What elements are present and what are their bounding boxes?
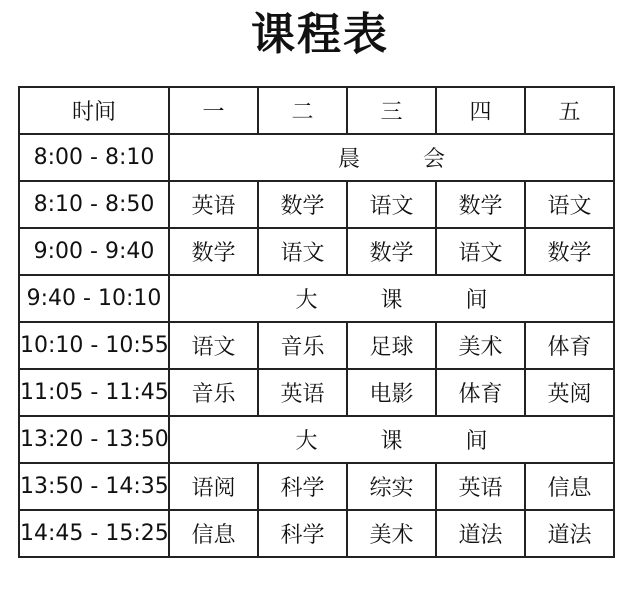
class-cell: 道法 [525,510,614,557]
class-cell: 语文 [525,181,614,228]
class-cell: 美术 [436,322,525,369]
timetable [18,86,615,558]
class-cell: 数学 [436,181,525,228]
header-row [19,87,614,134]
header-time: 时间 [19,87,169,134]
header-day-fri: 五 [525,87,614,134]
time-slot: 11:05 - 11:45 [19,369,169,416]
table-row [19,181,614,228]
table-row [19,369,614,416]
class-cell: 数学 [525,228,614,275]
class-cell: 道法 [436,510,525,557]
class-cell: 语文 [347,181,436,228]
time-slot: 8:10 - 8:50 [19,181,169,228]
time-slot: 9:40 - 10:10 [19,275,169,322]
class-cell: 音乐 [169,369,258,416]
class-cell: 综实 [347,463,436,510]
time-slot: 9:00 - 9:40 [19,228,169,275]
class-cell: 音乐 [258,322,347,369]
class-cell: 信息 [525,463,614,510]
class-cell: 足球 [347,322,436,369]
time-slot: 8:00 - 8:10 [19,134,169,181]
class-cell: 美术 [347,510,436,557]
time-slot: 13:50 - 14:35 [19,463,169,510]
header-day-wed: 三 [347,87,436,134]
merged-activity: 大 课 间 [169,416,614,463]
page-title: 课程表 [251,9,389,60]
header-day-thu: 四 [436,87,525,134]
table-row [19,322,614,369]
class-cell: 英语 [169,181,258,228]
header-day-tue: 二 [258,87,347,134]
class-cell: 语文 [169,322,258,369]
class-cell: 英语 [436,463,525,510]
header-day-mon: 一 [169,87,258,134]
class-cell: 语文 [258,228,347,275]
class-cell: 数学 [258,181,347,228]
table-row [19,275,614,322]
time-slot: 14:45 - 15:25 [19,510,169,557]
table-row [19,463,614,510]
class-cell: 科学 [258,510,347,557]
class-cell: 英阅 [525,369,614,416]
time-slot: 10:10 - 10:55 [19,322,169,369]
table-row [19,510,614,557]
class-cell: 英语 [258,369,347,416]
table-row [19,134,614,181]
merged-activity: 晨 会 [169,134,614,181]
merged-activity: 大 课 间 [169,275,614,322]
class-cell: 体育 [436,369,525,416]
class-cell: 语阅 [169,463,258,510]
class-cell: 信息 [169,510,258,557]
class-cell: 体育 [525,322,614,369]
class-cell: 数学 [347,228,436,275]
table-row [19,416,614,463]
class-cell: 电影 [347,369,436,416]
table-row [19,228,614,275]
time-slot: 13:20 - 13:50 [19,416,169,463]
class-cell: 数学 [169,228,258,275]
class-cell: 语文 [436,228,525,275]
class-cell: 科学 [258,463,347,510]
